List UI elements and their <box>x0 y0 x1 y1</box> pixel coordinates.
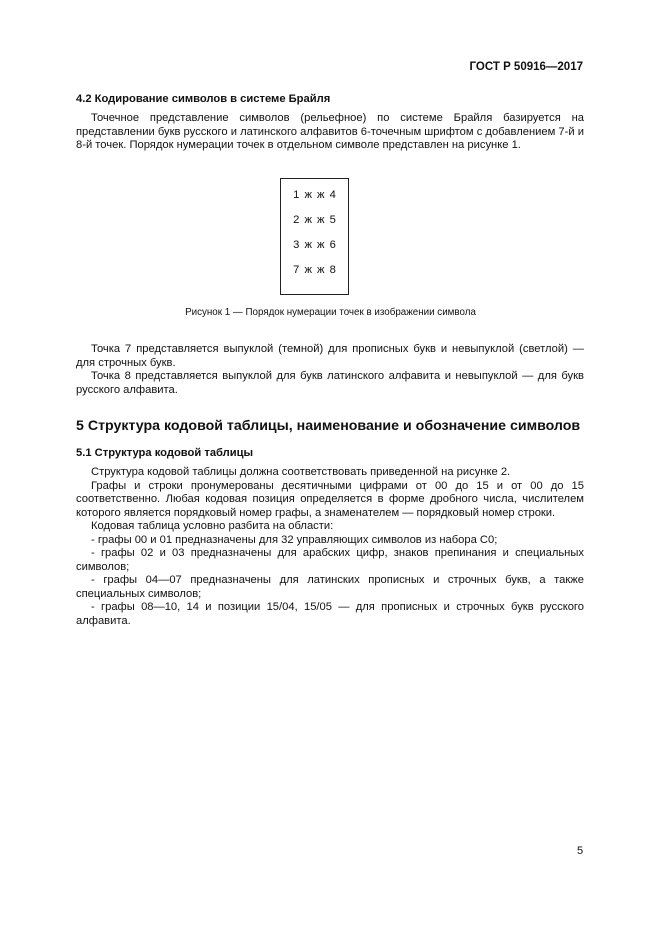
page-number: 5 <box>577 845 584 857</box>
section-5-1-title: 5.1 Структура кодовой таблицы <box>76 447 254 459</box>
point-7-paragraph: Точка 7 представляется выпуклой (темной) для прописных букв и невыпуклой (светлой) — для строчных букв. <box>76 343 584 369</box>
section-4-2-paragraph: Точечное представление символов (рельефное) по системе Брайля базируется на представлении букв русского и латинского алфавитов 6-точечным шрифтом с добавлением 7-й и 8-й точек. Порядок нумерации точек в отдельном символе представлен на рисунке 1. <box>76 112 584 151</box>
dot-row-4: 7 ж ж 8 <box>293 264 336 276</box>
list-item: - графы 02 и 03 предназначены для арабских цифр, знаков препинания и специальных символов; <box>76 547 584 573</box>
list-item: - графы 00 и 01 предназначены для 32 управляющих символов из набора С0; <box>91 533 498 546</box>
section-4-2-body <box>76 112 584 153</box>
point-8-paragraph: Точка 8 представляется выпуклой для букв латинского алфавита и невыпуклой — для букв русского алфавита. <box>76 370 584 396</box>
figure-1-caption: Рисунок 1 — Порядок нумерации точек в изображении символа <box>185 307 476 318</box>
section-5-1-p2: Графы и строки пронумерованы десятичными цифрами от 00 до 15 и от 00 до 15 соответственно. Любая кодовая позиция определяется в форме дробного числа, числителем которого является порядковый номер графы, а знаменателем — порядковый номер строки. <box>76 479 584 519</box>
dot-row-2: 2 ж ж 5 <box>293 214 336 226</box>
dot-row-3: 3 ж ж 6 <box>293 239 336 251</box>
list-item: - графы 08—10, 14 и позиции 15/04, 15/05 — для прописных и строчных букв русского алфавита. <box>76 601 584 627</box>
section-5-1-p3: Кодовая таблица условно разбита на области: <box>91 520 334 532</box>
dot-row-1: 1 ж ж 4 <box>293 189 336 201</box>
list-item: - графы 04—07 предназначены для латинских прописных и строчных букв, а также специальных символов; <box>76 574 584 600</box>
section-5-title: 5 Структура кодовой таблицы, наименование и обозначение символов <box>76 418 581 434</box>
section-4-2-title: 4.2 Кодирование символов в системе Брайля <box>76 93 331 105</box>
braille-dot-numbering-figure <box>280 178 349 295</box>
section-5-1-p1: Структура кодовой таблицы должна соответствовать приведенной на рисунке 2. <box>91 466 511 478</box>
section-5-1-body <box>76 466 584 628</box>
document-id: ГОСТ Р 50916—2017 <box>469 61 583 73</box>
after-figure-body <box>76 343 584 397</box>
